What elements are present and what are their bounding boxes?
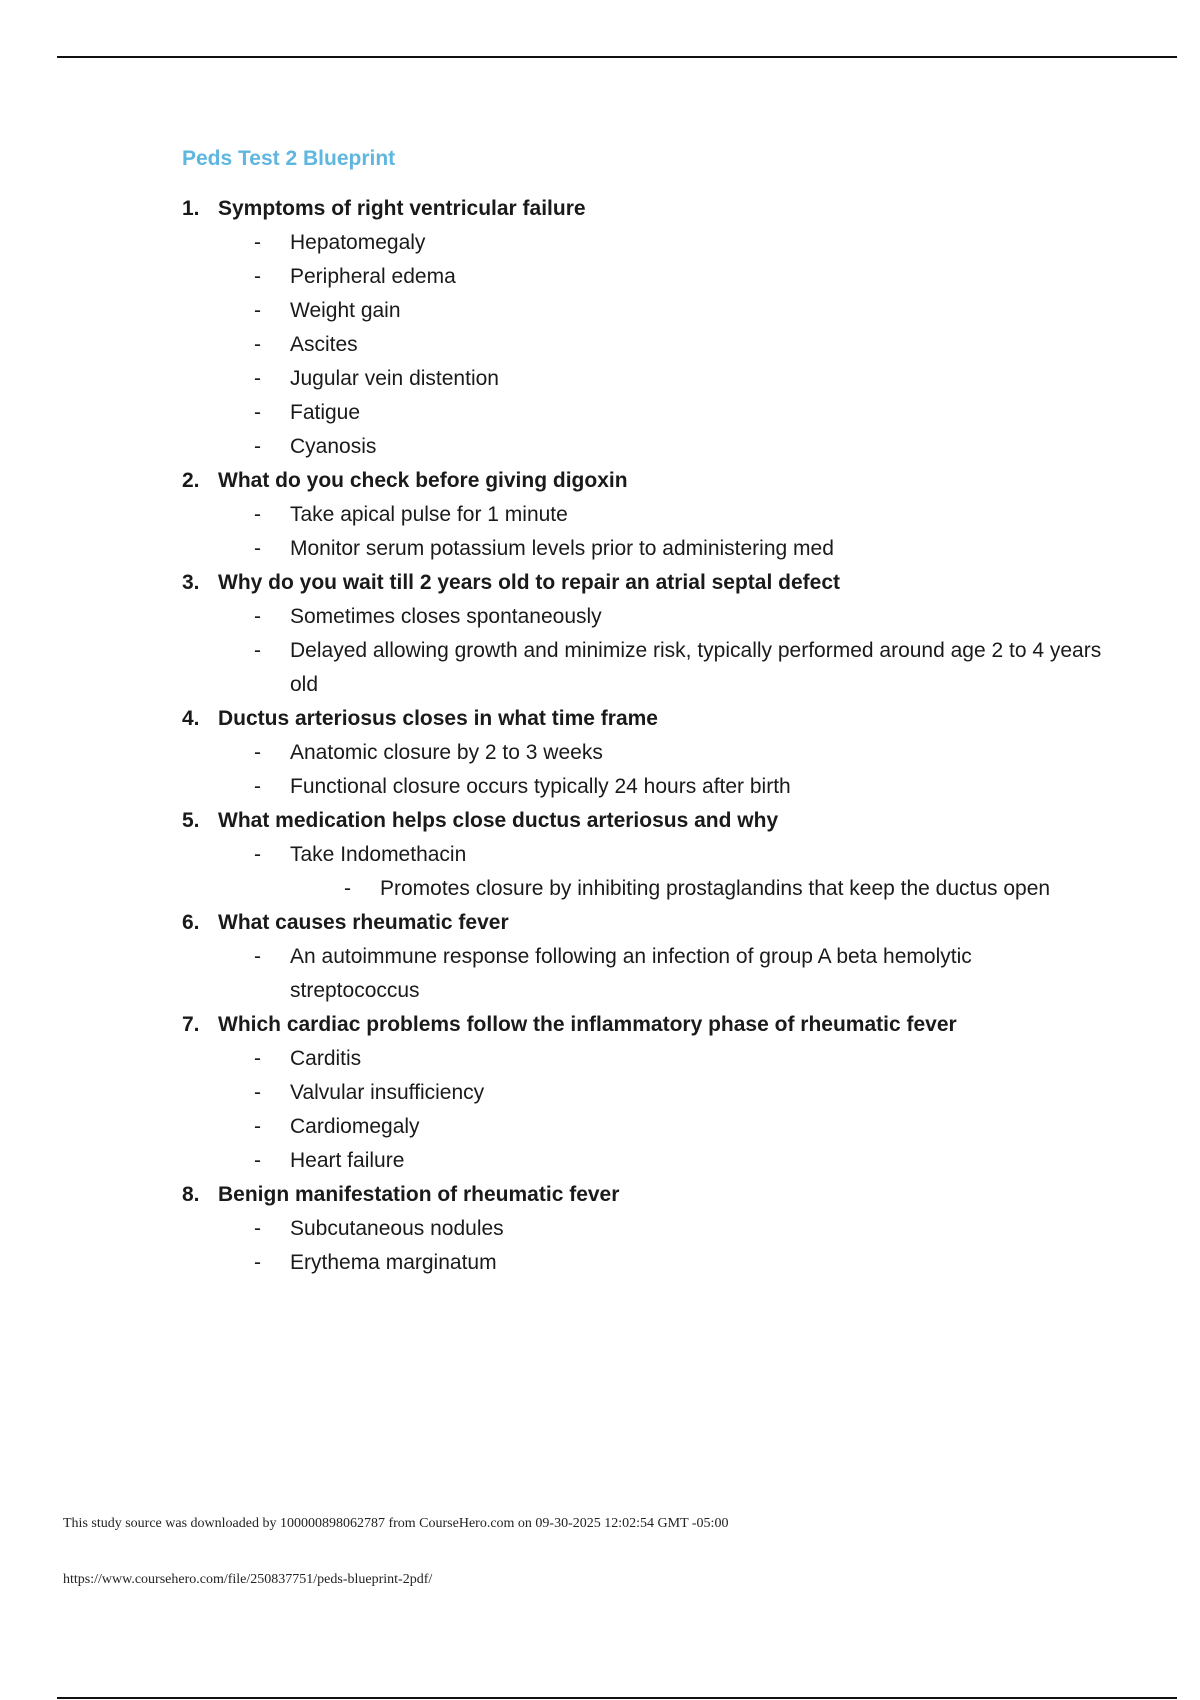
bullet-dash: - <box>254 775 261 798</box>
question-item <box>182 1008 1102 1178</box>
bottom-rule <box>57 1697 1177 1699</box>
bullet-dash: - <box>254 843 261 866</box>
answer-list <box>182 736 1102 804</box>
sub-answer-item: - Promotes closure by inhibiting prostaglandins that keep the ductus open <box>182 872 1102 906</box>
bullet-dash: - <box>254 945 261 968</box>
question-number: 8. <box>182 1183 200 1206</box>
source-url[interactable]: https://www.coursehero.com/file/250837751/peds-blueprint-2pdf/ <box>63 1572 433 1587</box>
question-text: What causes rheumatic fever <box>218 911 509 934</box>
answer-item: - Jugular vein distention <box>182 362 1102 396</box>
answer-list <box>182 226 1102 464</box>
bullet-dash: - <box>254 1081 261 1104</box>
question-text: What medication helps close ductus arteriosus and why <box>218 809 779 832</box>
question-item <box>182 906 1102 1008</box>
question-list <box>182 192 1102 1280</box>
bullet-dash: - <box>254 231 261 254</box>
answer-list <box>182 1042 1102 1178</box>
answer-item: - Subcutaneous nodules <box>182 1212 1102 1246</box>
question-text: Symptoms of right ventricular failure <box>218 197 586 220</box>
question-item <box>182 464 1102 566</box>
question-number: 7. <box>182 1013 200 1036</box>
question-number: 4. <box>182 707 200 730</box>
bullet-dash: - <box>254 1047 261 1070</box>
bullet-dash: - <box>254 639 261 662</box>
answer-item: - Cyanosis <box>182 430 1102 464</box>
page-title: Peds Test 2 Blueprint <box>182 147 396 170</box>
question-item <box>182 192 1102 464</box>
bullet-dash: - <box>254 265 261 288</box>
bullet-dash: - <box>254 741 261 764</box>
question-number: 5. <box>182 809 200 832</box>
bullet-dash: - <box>254 1217 261 1240</box>
bullet-dash: - <box>254 333 261 356</box>
question-number: 1. <box>182 197 200 220</box>
answer-item: - Take Indomethacin <box>182 838 1102 872</box>
question-text: Benign manifestation of rheumatic fever <box>218 1183 620 1206</box>
answer-list <box>182 498 1102 566</box>
answer-item: - Carditis <box>182 1042 1102 1076</box>
answer-item: - An autoimmune response following an infection of group A beta hemolytic streptococcus <box>182 940 1102 1008</box>
answer-item: - Fatigue <box>182 396 1102 430</box>
question-text: What do you check before giving digoxin <box>218 469 628 492</box>
answer-item: - Sometimes closes spontaneously <box>182 600 1102 634</box>
bullet-dash: - <box>254 299 261 322</box>
answer-list <box>182 838 1102 906</box>
answer-item: - Erythema marginatum <box>182 1246 1102 1280</box>
question-item <box>182 702 1102 804</box>
bullet-dash: - <box>254 401 261 424</box>
answer-item: - Peripheral edema <box>182 260 1102 294</box>
question-item <box>182 804 1102 906</box>
answer-item: - Valvular insufficiency <box>182 1076 1102 1110</box>
answer-item: - Monitor serum potassium levels prior to administering med <box>182 532 1102 566</box>
answer-item: - Anatomic closure by 2 to 3 weeks <box>182 736 1102 770</box>
bullet-dash: - <box>254 1115 261 1138</box>
answer-item: - Ascites <box>182 328 1102 362</box>
download-source-note: This study source was downloaded by 100000898062787 from CourseHero.com on 09-30-2025 12:02:54 GMT -05:00 <box>63 1516 729 1531</box>
answer-list <box>182 600 1102 702</box>
question-text: Why do you wait till 2 years old to repair an atrial septal defect <box>218 571 840 594</box>
question-text: Which cardiac problems follow the inflammatory phase of rheumatic fever <box>218 1013 957 1036</box>
question-number: 2. <box>182 469 200 492</box>
bullet-dash: - <box>344 877 351 900</box>
question-item <box>182 1178 1102 1280</box>
bullet-dash: - <box>254 605 261 628</box>
top-rule <box>57 56 1177 58</box>
question-item <box>182 566 1102 702</box>
bullet-dash: - <box>254 1251 261 1274</box>
question-text: Ductus arteriosus closes in what time frame <box>218 707 658 730</box>
question-number: 3. <box>182 571 200 594</box>
answer-item: - Take apical pulse for 1 minute <box>182 498 1102 532</box>
answer-list <box>182 1212 1102 1280</box>
answer-list <box>182 940 1102 1008</box>
bullet-dash: - <box>254 1149 261 1172</box>
bullet-dash: - <box>254 503 261 526</box>
answer-item: - Functional closure occurs typically 24 hours after birth <box>182 770 1102 804</box>
answer-item: - Delayed allowing growth and minimize risk, typically performed around age 2 to 4 years old <box>182 634 1102 702</box>
question-number: 6. <box>182 911 200 934</box>
bullet-dash: - <box>254 435 261 458</box>
document-body <box>182 142 1102 1280</box>
bullet-dash: - <box>254 367 261 390</box>
answer-item: - Cardiomegaly <box>182 1110 1102 1144</box>
answer-item: - Heart failure <box>182 1144 1102 1178</box>
bullet-dash: - <box>254 537 261 560</box>
answer-item: - Hepatomegaly <box>182 226 1102 260</box>
answer-item: - Weight gain <box>182 294 1102 328</box>
